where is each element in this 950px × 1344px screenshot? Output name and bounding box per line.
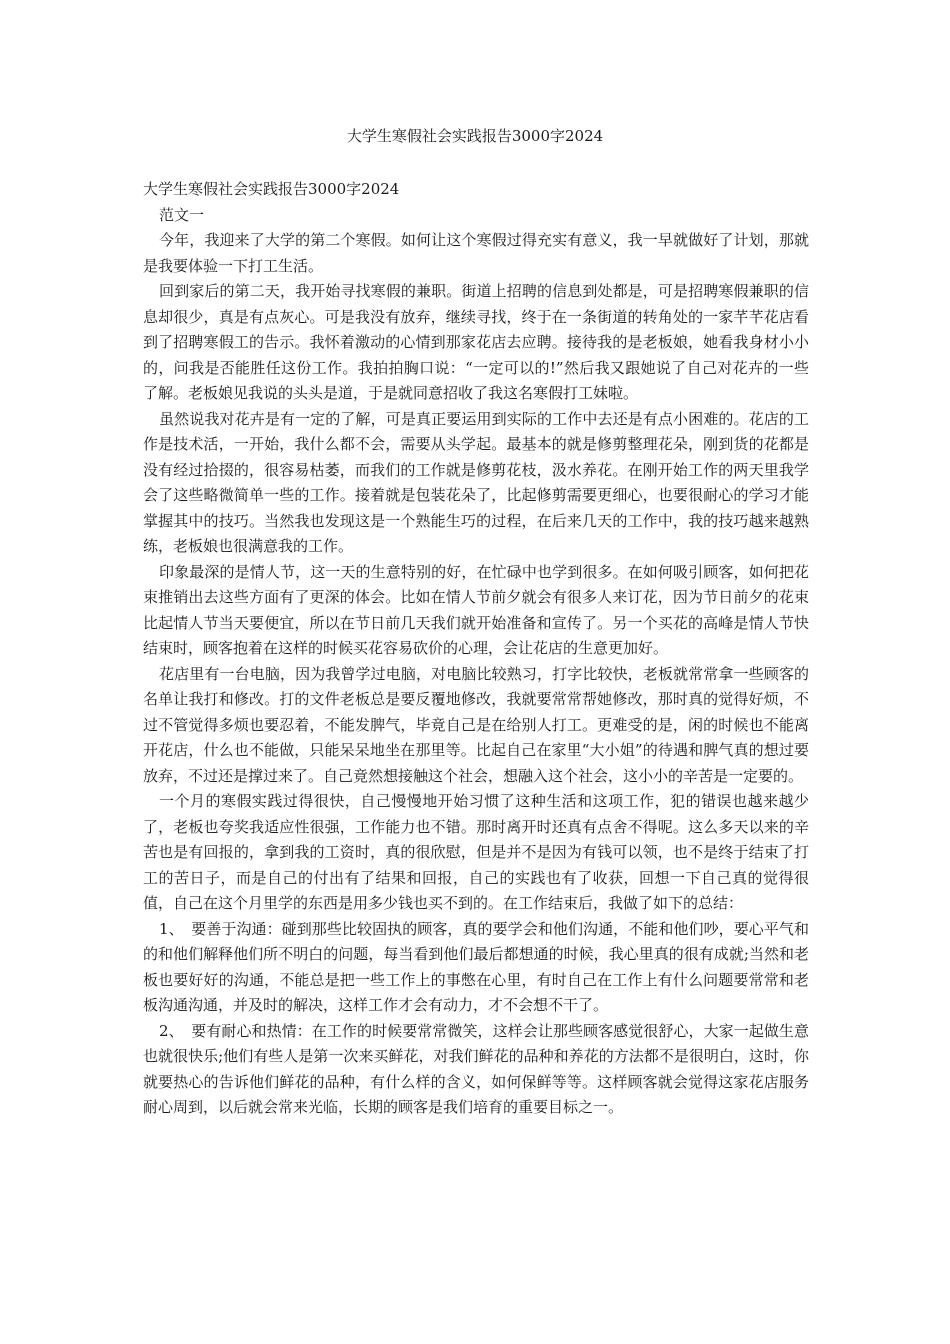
document-body: [143, 177, 809, 1121]
document-subheading: 范文一: [159, 205, 205, 224]
summary-item: 2、 要有耐心和热情：在工作的时候要常常微笑，这样会让那些顾客感觉很舒心，大家一起做生意也就很快乐;他们有些人是第一次来买鲜花，对我们鲜花的品种和养花的方法都不是很明白，这时，你就要热心的告诉他们鲜花的品种，有什么样的含义，如何保鲜等等。这样顾客就会觉得这家花店服务耐心周到，以后就会常来光临，长期的顾客是我们培育的重要目标之一。: [143, 1021, 809, 1116]
summary-item: 1、 要善于沟通：碰到那些比较固执的顾客，真的要学会和他们沟通，不能和他们吵，要心平气和的和他们解释他们所不明白的问题，每当看到他们最后都想通的时候，我心里真的很有成就;当然和老板也要好好的沟通，不能总是把一些工作上的事憋在心里，有时自己在工作上有什么问题要常常和老板沟通沟通，并及时的解决，这样工作才会有动力，才不会想不干了。: [143, 919, 809, 1014]
paragraph: 回到家后的第二天，我开始寻找寒假的兼职。街道上招聘的信息到处都是，可是招聘寒假兼职的信息却很少，真是有点灰心。可是我没有放弃，继续寻找，终于在一条街道的转角处的一家芊芊花店看到了招聘寒假工的告示。我怀着激动的心情到那家花店去应聘。接待我的是老板娘，她看我身材小小的，问我是否能胜任这份工作。我拍拍胸口说：“一定可以的!”然后我又跟她说了自己对花卉的一些了解。老板娘见我说的头头是道，于是就同意招收了我这名寒假打工妹啦。: [143, 282, 809, 402]
paragraph: 印象最深的是情人节，这一天的生意特别的好，在忙碌中也学到很多。在如何吸引顾客，如何把花束推销出去这些方面有了更深的体会。比如在情人节前夕就会有很多人来订花，因为节日前夕的花束比起情人节当天要便宜，所以在节日前几天我们就开始准备和宣传了。另一个买花的高峰是情人节快结束时，顾客抱着在这样的时候买花容易砍价的心理，会让花店的生意更加好。: [143, 562, 809, 657]
document-heading: 大学生寒假社会实践报告3000字2024: [143, 180, 400, 198]
paragraph: 虽然说我对花卉是有一定的了解，可是真正要运用到实际的工作中去还是有点小困难的。花店的工作是技术活，一开始，我什么都不会，需要从头学起。最基本的就是修剪整理花朵，刚到货的花都是没有经过拾掇的，很容易枯萎，而我们的工作就是修剪花枝，汲水养花。在刚开始工作的两天里我学会了这些略微简单一些的工作。接着就是包装花朵了，比起修剪需要更细心，也要很耐心的学习才能掌握其中的技巧。当然我也发现这是一个熟能生巧的过程，在后来几天的工作中，我的技巧越来越熟练，老板娘也很满意我的工作。: [143, 409, 809, 555]
paragraph: 一个月的寒假实践过得很快，自己慢慢地开始习惯了这种生活和这项工作，犯的错误也越来越少了，老板也夸奖我适应性很强，工作能力也不错。那时离开时还真有点舍不得呢。这么多天以来的辛苦也是有回报的，拿到我的工资时，真的很欣慰，但是并不是因为有钱可以领，也不是终于结束了打工的苦日子，而是自己的付出有了结果和回报，自己的实践也有了收获，回想一下自己真的觉得很值，自己在这个月里学的东西是用多少钱也买不到的。在工作结束后，我做了如下的总结：: [143, 792, 809, 912]
paragraph: 今年，我迎来了大学的第二个寒假。如何让这个寒假过得充实有意义，我一早就做好了计划，那就是我要体验一下打工生活。: [143, 231, 809, 275]
paragraph: 花店里有一台电脑，因为我曾学过电脑，对电脑比较熟习，打字比较快，老板就常常拿一些顾客的名单让我打和修改。打的文件老板总是要反覆地修改，我就要常常帮她修改，那时真的觉得好烦，不过不管觉得多烦也要忍着，不能发脾气，毕竟自己是在给别人打工。更难受的是，闲的时候也不能离开花店，什么也不能做，只能呆呆地坐在那里等。比起自己在家里“大小姐”的待遇和脾气真的想过要放弃，不过还是撑过来了。自己竟然想接触这个社会，想融入这个社会，这小小的辛苦是一定要的。: [143, 664, 809, 785]
page-title: 大学生寒假社会实践报告3000字2024: [346, 127, 604, 145]
